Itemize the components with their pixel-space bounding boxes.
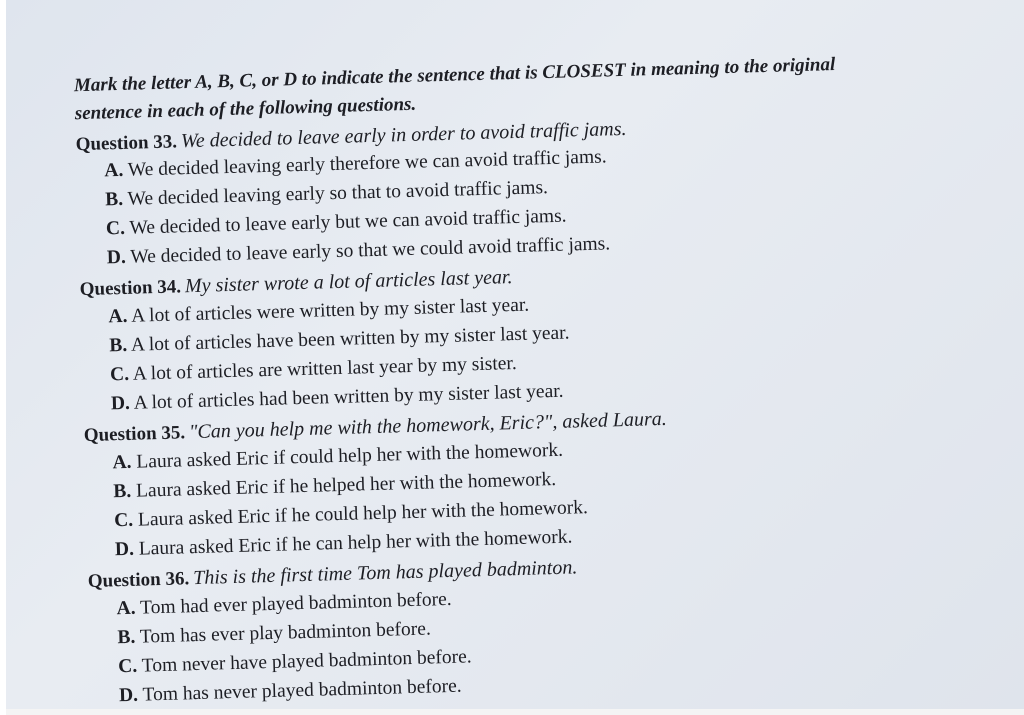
option-letter: D. — [114, 538, 135, 561]
option-d — [115, 527, 573, 562]
option-a — [112, 440, 563, 475]
option-text: Tom never have played badminton before. — [141, 646, 472, 677]
question-number: Question 34. — [79, 276, 182, 301]
question-text: "Can you help me with the homework, Eric?", asked Laura. — [188, 407, 668, 444]
option-letter: A. — [104, 159, 124, 182]
question-text: This is the first time Tom has played badminton. — [192, 556, 578, 590]
option-c — [118, 646, 472, 678]
option-text: Tom had ever played badminton before. — [139, 588, 452, 619]
option-text: Laura asked Eric if he helped her with the homework. — [135, 468, 557, 502]
option-text: We decided leaving early therefore we can avoid traffic jams. — [127, 146, 607, 181]
option-letter: D. — [110, 392, 131, 415]
question-number: Question 35. — [83, 422, 186, 447]
option-text: A lot of articles are written last year by my sister. — [132, 352, 517, 385]
page-bottom-edge — [6, 709, 1024, 715]
option-d — [107, 233, 611, 269]
option-text: Laura asked Eric if could help her with the homework. — [136, 439, 564, 473]
instruction-line-1: Mark the letter A, B, C, or D to indicate the sentence that is CLOSEST in meaning to the original — [73, 53, 836, 97]
option-d — [119, 676, 462, 708]
question-35 — [83, 408, 667, 447]
option-b — [109, 323, 570, 358]
option-text: A lot of articles were written by my sister last year. — [130, 294, 530, 327]
option-letter: A. — [116, 597, 136, 620]
option-b — [105, 177, 548, 211]
option-text: Tom has ever play badminton before. — [139, 618, 432, 648]
option-letter: B. — [113, 480, 132, 503]
option-letter: C. — [109, 363, 130, 386]
option-letter: D. — [106, 246, 127, 269]
option-c — [114, 497, 588, 532]
option-letter: A. — [108, 305, 128, 328]
option-letter: C. — [117, 655, 138, 678]
option-text: Laura asked Eric if he could help her with the homework. — [137, 497, 589, 531]
option-a — [116, 589, 452, 620]
option-d — [111, 381, 564, 416]
option-text: We decided to leave early so that we could avoid traffic jams. — [130, 233, 611, 268]
question-36 — [88, 556, 578, 593]
question-number: Question 33. — [75, 131, 178, 156]
option-text: A lot of articles have been written by my sister last year. — [130, 322, 570, 356]
option-text: We decided leaving early so that to avoid traffic jams. — [127, 177, 549, 210]
option-c — [110, 353, 517, 386]
instruction-line-2: sentence in each of the following questions. — [74, 93, 417, 125]
question-text: We decided to leave early in order to avoid traffic jams. — [180, 117, 627, 153]
option-letter: C. — [113, 509, 134, 532]
option-text: We decided to leave early but we can avoid traffic jams. — [129, 205, 567, 239]
option-letter: D. — [118, 684, 139, 707]
option-b — [113, 469, 556, 503]
option-c — [106, 206, 567, 241]
option-b — [117, 618, 431, 649]
option-letter: B. — [108, 334, 128, 357]
question-number: Question 36. — [87, 568, 190, 593]
option-text: A lot of articles had been written by my sister last year. — [133, 380, 564, 414]
option-letter: C. — [105, 217, 126, 240]
option-a — [108, 295, 529, 329]
option-text: Laura asked Eric if he can help her with the homework. — [138, 526, 573, 560]
option-letter: B. — [117, 626, 136, 649]
option-letter: A. — [112, 451, 132, 474]
option-text: Tom has never played badminton before. — [142, 675, 462, 706]
option-letter: B. — [104, 188, 124, 211]
question-text: My sister wrote a lot of articles last year. — [184, 266, 513, 298]
worksheet-page — [46, 0, 1024, 714]
